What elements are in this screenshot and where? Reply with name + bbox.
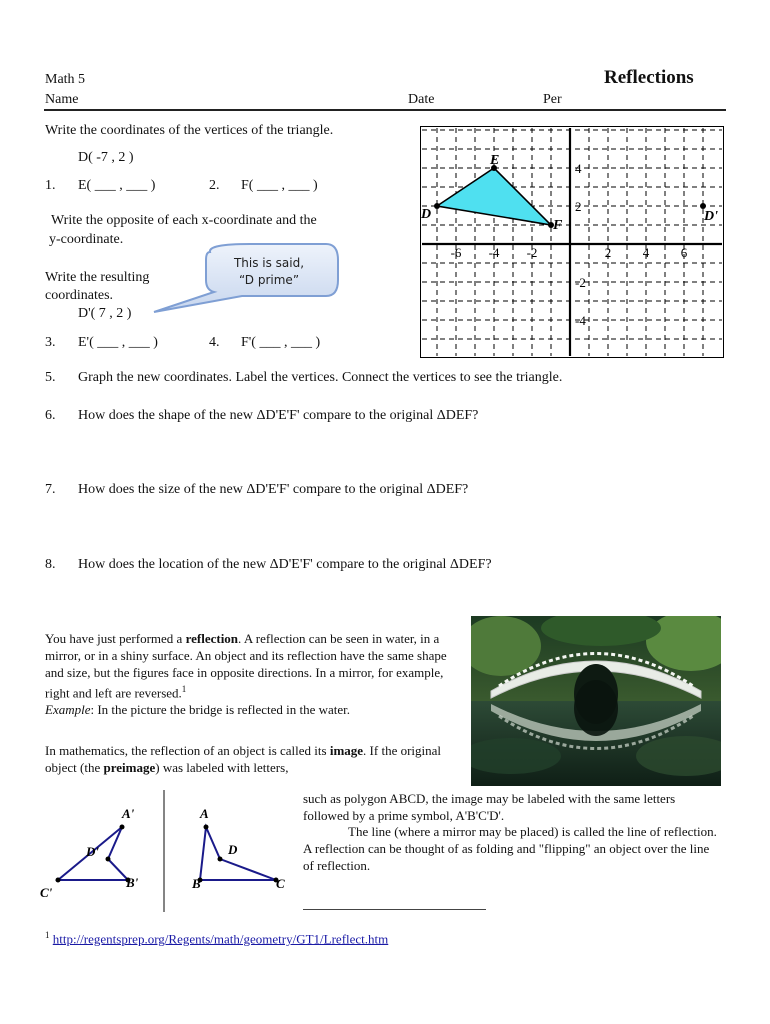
question-3-text: E'( ___ , ___ ) — [78, 335, 158, 350]
image-text-start: In mathematics, the reflection of an object is called its — [45, 743, 330, 758]
question-1-text: E( ___ , ___ ) — [78, 178, 156, 193]
course-label: Math 5 — [45, 72, 86, 87]
question-6-text: How does the shape of the new ΔD'E'F' compare to the original ΔDEF? — [78, 408, 479, 423]
label-a-prime: A' — [122, 806, 135, 821]
question-1-number: 1. — [45, 178, 56, 193]
image-term: image — [329, 743, 364, 758]
reflection-diagram — [36, 790, 296, 915]
coordinate-graph — [420, 126, 724, 358]
label-d-prime: D' — [86, 844, 99, 859]
vertex-point-d — [434, 203, 440, 209]
vertex-label-d-prime: D' — [704, 209, 718, 224]
question-4-text: F'( ___ , ___ ) — [241, 335, 321, 350]
image-paragraph — [45, 742, 451, 776]
x-tick-label: -6 — [450, 245, 462, 260]
label-d: D — [228, 842, 238, 857]
footnote-rule — [303, 909, 486, 910]
date-label: Date — [408, 92, 435, 107]
label-c: C — [276, 876, 285, 891]
preimage-term: preimage — [103, 760, 156, 775]
footnote-link[interactable]: http://regentsprep.org/Regents/math/geometry/GT1/Lreflect.htm — [52, 931, 389, 947]
question-8-text: How does the location of the new ΔD'E'F' compare to the original ΔDEF? — [78, 557, 492, 572]
instruction-write-coordinates: Write the coordinates of the vertices of the triangle. — [45, 123, 334, 138]
header-rule — [44, 109, 726, 111]
opposite-instruction-line2: y-coordinate. — [49, 232, 124, 247]
example-text: : In the picture the bridge is reflected in the water. — [90, 702, 351, 718]
vertex-label-d: D — [421, 207, 432, 222]
bridge-reflection-photo — [471, 616, 721, 786]
reflection-term: reflection — [185, 631, 239, 646]
label-b: B — [192, 876, 201, 891]
x-tick-label: -2 — [526, 245, 538, 260]
label-b-prime: B' — [126, 875, 139, 890]
y-tick-label: 2 — [575, 199, 582, 214]
image-text-mid: . If the original object (the — [45, 743, 442, 775]
reflection-paragraph — [45, 630, 451, 718]
footnote-marker: 1 — [45, 930, 50, 940]
vertex-label-f: F — [553, 218, 563, 233]
question-7-text: How does the size of the new ΔD'E'F' compare to the original ΔDEF? — [78, 482, 469, 497]
x-tick-label: 6 — [680, 245, 688, 260]
question-5-text: Graph the new coordinates. Label the vertices. Connect the vertices to see the triangle. — [78, 370, 563, 385]
graph-frame — [420, 126, 724, 358]
dprime-coordinate: D'( 7 , 2 ) — [78, 306, 132, 321]
resulting-instruction-line2: coordinates. — [45, 288, 114, 303]
y-tick-label: 4 — [575, 161, 582, 176]
name-label: Name — [45, 92, 79, 107]
callout-line2: “D prime” — [238, 273, 300, 287]
d-coordinate: D( -7 , 2 ) — [78, 150, 134, 165]
preimage-quadrilateral — [200, 827, 276, 880]
per-label: Per — [543, 92, 562, 107]
line-of-reflection-paragraph: The line (where a mirror may be placed) is called the line of reflection. A reflection can be thought of as folding and "flipping" an object over the line of reflection. — [303, 824, 717, 873]
vertex-label-e: E — [490, 153, 500, 168]
question-6-number: 6. — [45, 408, 56, 423]
x-tick-label: 2 — [604, 245, 612, 260]
question-2-number: 2. — [209, 178, 220, 193]
opposite-instruction-line1: Write the opposite of each x-coordinate and the — [51, 213, 317, 228]
label-c-prime: C' — [40, 885, 53, 900]
reflection-text-start: You have just performed a — [45, 631, 186, 646]
prime-label-paragraph: such as polygon ABCD, the image may be labeled with the same letters followed by a prime symbol, A'B'C'D'. — [303, 791, 676, 823]
reflection-text-rest: . A reflection can be seen in water, in a mirror, or in a shiny surface. An object and its reflection have the same shape and size, but the figures face in opposite directions. In a mirror, for example, right and left are reversed. — [45, 631, 447, 701]
question-7-number: 7. — [45, 482, 56, 497]
resulting-instruction-line1: Write the resulting — [45, 270, 150, 285]
question-5-number: 5. — [45, 370, 56, 385]
image-text-end: ) was labeled with letters, — [155, 760, 289, 775]
x-tick-label: -4 — [488, 245, 500, 260]
x-tick-label: 4 — [642, 245, 650, 260]
question-8-number: 8. — [45, 557, 56, 572]
question-4-number: 4. — [209, 335, 220, 350]
label-a: A — [200, 806, 209, 821]
y-tick-label: -2 — [575, 275, 586, 290]
question-2-text: F( ___ , ___ ) — [241, 178, 318, 193]
callout-line1: This is said, — [233, 256, 305, 270]
footnote — [45, 930, 388, 947]
y-tick-label: -4 — [575, 313, 586, 328]
question-3-number: 3. — [45, 335, 56, 350]
footnote-reference: 1 — [181, 684, 187, 694]
page-title: Reflections — [604, 67, 694, 88]
example-label: Example — [45, 702, 91, 718]
